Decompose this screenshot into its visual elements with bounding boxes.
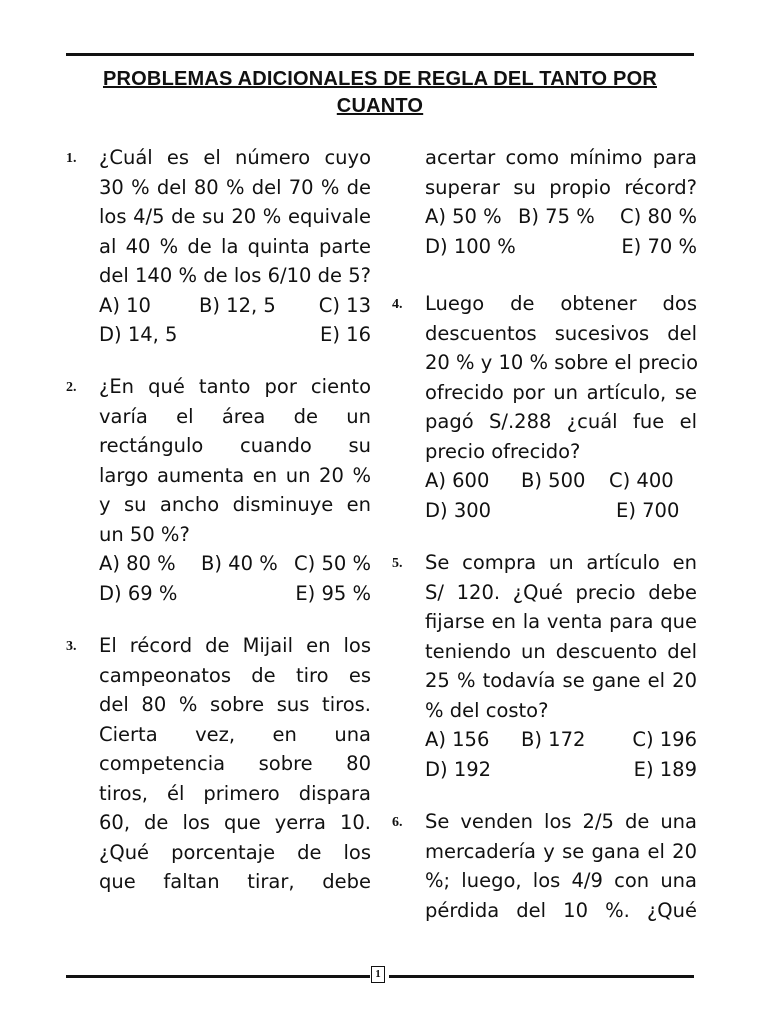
problem-6-number: 6. xyxy=(392,815,403,830)
option-d: D) 300 xyxy=(425,498,492,522)
option-a: A) 50 % xyxy=(425,205,502,228)
problem-2-line: y su ancho disminuye en xyxy=(99,493,371,516)
problem-5-line: % del costo? xyxy=(425,698,549,722)
problem-1-line: ¿Cuál es el número cuyo xyxy=(99,146,371,169)
option-e: E) 189 xyxy=(633,757,697,781)
problem-4-line: precio ofrecido? xyxy=(425,439,581,463)
problem-1-line: los 4/5 de su 20 % equivale xyxy=(99,205,371,228)
problem-2-line: rectángulo cuando su xyxy=(99,434,371,457)
problem-5-line: S/ 120. ¿Qué precio debe xyxy=(425,580,697,604)
problem-2-line: varía el área de un xyxy=(99,404,371,428)
option-a: A) 600 xyxy=(425,469,490,492)
problem-1-number: 1. xyxy=(66,151,77,166)
option-c: C) 80 % xyxy=(620,205,697,228)
problem-3-line: del 80 % sobre sus tiros. xyxy=(99,693,371,716)
option-a: A) 80 % xyxy=(99,552,176,575)
problem-5-number: 5. xyxy=(392,556,403,571)
option-e: E) 16 xyxy=(320,323,371,346)
problem-5-options-row-1 xyxy=(425,725,697,755)
problem-4-line: 20 % y 10 % sobre el precio xyxy=(425,351,699,374)
problem-4-line: ofrecido por un artículo, se xyxy=(425,380,697,404)
problem-6-line: %; luego, los 4/9 con una xyxy=(425,869,697,892)
problem-3-number: 3. xyxy=(66,639,77,654)
problem-3-line: ¿Qué porcentaje de los xyxy=(99,840,371,864)
problem-5-line: fijarse en la venta para que xyxy=(425,610,697,633)
option-a: A) 10 xyxy=(99,293,151,317)
problem-3-line: 60, de los que yerra 10. xyxy=(99,811,371,834)
problem-4-line: pagó S/.288 ¿cuál fue el xyxy=(425,410,697,433)
problem-3-line: campeonatos de tiro es xyxy=(99,663,371,687)
problem-3-line: tiros, él primero dispara xyxy=(99,781,371,805)
problem-1-options-row-2 xyxy=(99,320,371,350)
problem-4-line: Luego de obtener dos xyxy=(425,292,697,315)
option-d: D) 100 % xyxy=(425,234,516,258)
problem-4-number: 4. xyxy=(392,297,403,312)
problem-3-line: acertar como mínimo para xyxy=(425,146,697,169)
problem-6-line: Se venden los 2/5 de una xyxy=(425,810,697,833)
problem-3-options-row-2 xyxy=(425,232,697,262)
problem-2-line: ¿En qué tanto por ciento xyxy=(99,375,371,398)
problem-1-options-row-1 xyxy=(99,291,371,321)
page-number: 1 xyxy=(371,966,385,983)
problem-2-number: 2. xyxy=(66,380,77,395)
problem-2-options-row-1 xyxy=(99,549,371,579)
option-b: B) 172 xyxy=(521,728,586,751)
option-c: C) 13 xyxy=(318,293,371,317)
problem-3-line: El récord de Mijail en los xyxy=(99,634,371,657)
option-d: D) 192 xyxy=(425,757,492,781)
problem-3-line: Cierta vez, en una xyxy=(99,722,371,746)
option-c: C) 50 % xyxy=(294,552,371,575)
option-b: B) 12, 5 xyxy=(199,293,276,317)
problem-5-line: 25 % todavía se gane el 20 xyxy=(425,669,697,692)
problem-6-line: pérdida del 10 %. ¿Qué xyxy=(425,898,697,922)
problem-4-options-row-1 xyxy=(425,466,697,496)
option-d: D) 69 % xyxy=(99,581,178,605)
option-b: B) 500 xyxy=(521,469,586,492)
problem-2-options-row-2 xyxy=(99,579,371,609)
bottom-rule-left xyxy=(66,975,370,978)
problem-2-line: largo aumenta en un 20 % xyxy=(99,463,371,487)
problem-3-line: que faltan tirar, debe xyxy=(99,870,371,893)
problem-5-options-row-2 xyxy=(425,755,697,785)
option-e: E) 95 % xyxy=(295,581,371,605)
problem-4-line: descuentos sucesivos del xyxy=(425,321,697,345)
page-title xyxy=(60,66,700,120)
title-line-2: CUANTO xyxy=(336,95,424,117)
problem-2-line: un 50 %? xyxy=(99,522,190,546)
problem-3-options-row-1 xyxy=(425,202,697,232)
option-a: A) 156 xyxy=(425,728,490,751)
problem-6-line: mercadería y se gana el 20 xyxy=(425,839,697,863)
problem-5-line: teniendo un descuento del xyxy=(425,639,697,663)
problem-5-line: Se compra un artículo en xyxy=(425,551,697,574)
problem-3-line: competencia sobre 80 xyxy=(99,752,371,775)
title-line-1: PROBLEMAS ADICIONALES DE REGLA DEL TANTO POR xyxy=(102,68,657,90)
top-rule xyxy=(66,53,694,56)
problem-1-line: 30 % del 80 % del 70 % de xyxy=(99,175,371,199)
option-d: D) 14, 5 xyxy=(99,323,178,346)
option-b: B) 75 % xyxy=(518,205,595,228)
option-e: E) 70 % xyxy=(621,234,697,258)
problem-3-line: superar su propio récord? xyxy=(425,175,697,199)
problem-4-options-row-2 xyxy=(425,496,697,526)
option-c: C) 400 xyxy=(609,469,674,492)
option-b: B) 40 % xyxy=(201,552,278,575)
problem-1-line: del 140 % de los 6/10 de 5? xyxy=(99,264,371,287)
problem-1-line: al 40 % de la quinta parte xyxy=(99,234,371,258)
option-e: E) 700 xyxy=(616,498,680,522)
option-c: C) 196 xyxy=(632,728,697,751)
bottom-rule-right xyxy=(389,975,694,978)
